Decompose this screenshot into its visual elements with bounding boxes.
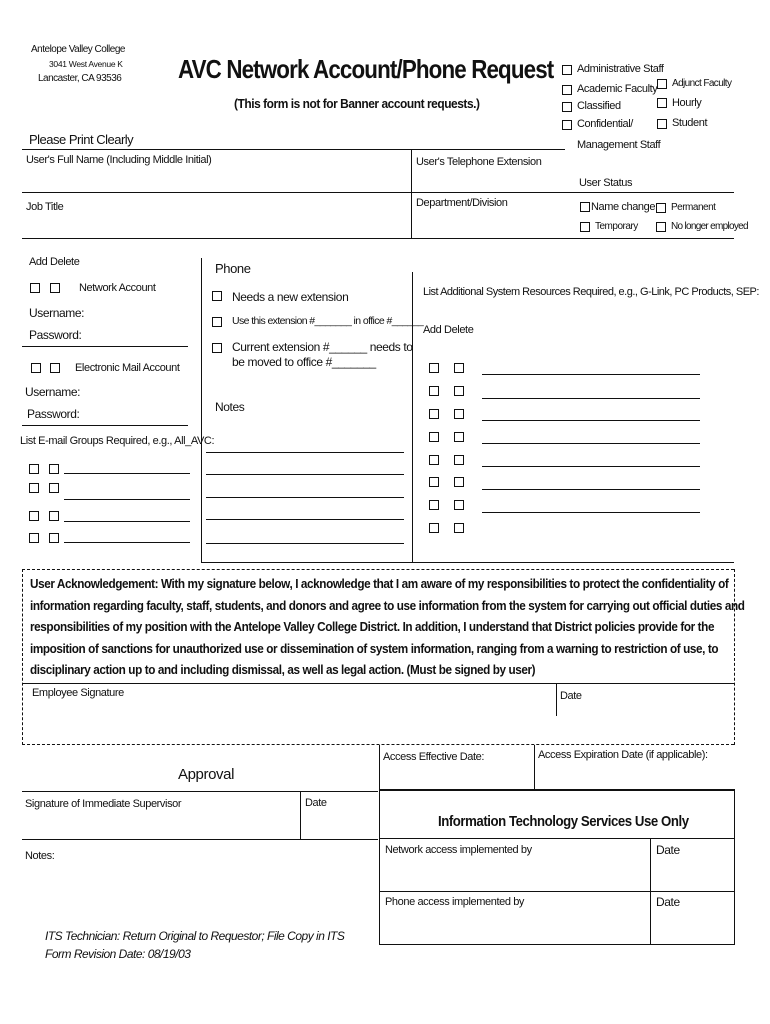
college-address-city: Lancaster, CA 93536 xyxy=(38,73,122,84)
temporary-label: Temporary xyxy=(595,221,638,232)
email-group-3-delete-checkbox[interactable] xyxy=(49,511,59,521)
resource-8-delete-checkbox[interactable] xyxy=(454,523,464,533)
its-left-border xyxy=(379,745,380,945)
user-status-label: User Status xyxy=(579,177,633,189)
email-group-4-add-checkbox[interactable] xyxy=(29,533,39,543)
supervisor-date-label: Date xyxy=(305,797,327,809)
email-group-2-field[interactable] xyxy=(64,499,190,500)
adjunct-faculty-label: Adjunct Faculty xyxy=(672,78,732,89)
use-this-extension-label: Use this extension #_______ in office #______ xyxy=(232,315,424,327)
resource-6-add-checkbox[interactable] xyxy=(429,477,439,487)
phone-notes-line-1[interactable] xyxy=(206,452,404,453)
resource-1-delete-checkbox[interactable] xyxy=(454,363,464,373)
its-right-border xyxy=(734,789,735,945)
student-checkbox[interactable] xyxy=(657,119,667,129)
student-label: Student xyxy=(672,117,708,129)
phone-implemented-label: Phone access implemented by xyxy=(385,896,525,908)
phone-notes-line-2[interactable] xyxy=(206,474,404,475)
ack-box-left xyxy=(22,569,23,745)
ack-line-2: information regarding faculty, staff, students, and donors and agree to use information from the system for carrying out official duties and xyxy=(30,597,745,613)
ack-line-3: responsibilities of my position with the Antelope Valley College District. In addition, I understand that District policies provide for the xyxy=(30,619,715,635)
email-account-label: Electronic Mail Account xyxy=(75,362,180,374)
footer-return-instructions: ITS Technician: Return Original to Requestor; File Copy in ITS xyxy=(45,929,345,943)
academic-faculty-label: Academic Faculty xyxy=(577,83,658,95)
management-staff-label: Management Staff xyxy=(577,139,661,151)
email-account-add-checkbox[interactable] xyxy=(31,363,41,373)
permanent-label: Permanent xyxy=(671,202,716,213)
its-bottom-line xyxy=(379,944,735,945)
administrative-staff-checkbox[interactable] xyxy=(562,65,572,75)
its-top-line xyxy=(379,789,735,791)
network-password-label: Password: xyxy=(29,328,82,342)
network-username-label: Username: xyxy=(29,306,85,320)
user-info-mid-line xyxy=(22,192,734,193)
college-name: Antelope Valley College xyxy=(31,44,125,55)
approval-top-line xyxy=(22,791,378,792)
ack-box-top xyxy=(22,569,734,570)
classified-label: Classified xyxy=(577,100,621,112)
network-add-delete-header: Add Delete xyxy=(29,256,80,268)
resource-4-field[interactable] xyxy=(482,443,700,444)
ack-line-4: imposition of sanctions for unauthorized use or dissemination of system information, ranging from a warning to restriction of use, to xyxy=(30,640,719,656)
email-group-2-add-checkbox[interactable] xyxy=(29,483,39,493)
footer-revision-date: Form Revision Date: 08/19/03 xyxy=(45,947,191,961)
approval-notes-label: Notes: xyxy=(25,850,55,862)
email-group-3-add-checkbox[interactable] xyxy=(29,511,39,521)
needs-new-extension-checkbox[interactable] xyxy=(212,291,222,301)
current-extension-checkbox[interactable] xyxy=(212,343,222,353)
resource-7-delete-checkbox[interactable] xyxy=(454,500,464,510)
phone-notes-line-4[interactable] xyxy=(206,519,404,520)
network-phone-divider xyxy=(201,258,202,563)
resource-2-field[interactable] xyxy=(482,398,700,399)
resource-3-field[interactable] xyxy=(482,420,700,421)
needs-new-extension-label: Needs a new extension xyxy=(232,290,349,304)
signature-date-divider xyxy=(556,683,557,716)
resource-2-add-checkbox[interactable] xyxy=(429,386,439,396)
user-info-bottom-line xyxy=(22,238,734,239)
resource-6-delete-checkbox[interactable] xyxy=(454,477,464,487)
college-address-street: 3041 West Avenue K xyxy=(49,59,123,69)
ack-line-1: User Acknowledgement: With my signature below, I acknowledge that I am aware of my responsibilities to protect the confidentiality of xyxy=(30,576,729,591)
classified-checkbox[interactable] xyxy=(562,102,572,112)
email-password-field[interactable] xyxy=(22,425,188,426)
resource-7-add-checkbox[interactable] xyxy=(429,500,439,510)
network-account-label: Network Account xyxy=(79,282,156,294)
approval-title: Approval xyxy=(178,766,235,783)
phone-notes-line-3[interactable] xyxy=(206,497,404,498)
email-username-label: Username: xyxy=(25,385,81,399)
print-clearly-note: Please Print Clearly xyxy=(29,132,134,147)
user-acknowledgement xyxy=(30,573,745,681)
resources-label: List Additional System Resources Required, e.g., G-Link, PC Products, SEP: xyxy=(423,286,759,298)
access-expiration-label: Access Expiration Date (if applicable): xyxy=(538,749,708,761)
its-title-bottom-line xyxy=(379,838,735,839)
job-title-label: Job Title xyxy=(26,201,64,213)
email-groups-label: List E-mail Groups Required, e.g., All_AVC: xyxy=(20,435,215,447)
email-account-delete-checkbox[interactable] xyxy=(50,363,60,373)
confidential-label: Confidential/ xyxy=(577,118,633,130)
email-group-1-delete-checkbox[interactable] xyxy=(49,464,59,474)
resource-4-delete-checkbox[interactable] xyxy=(454,432,464,442)
no-longer-employed-label: No longer employed xyxy=(671,221,748,232)
phone-implemented-date-label: Date xyxy=(656,895,680,909)
form-subtitle: (This form is not for Banner account requests.) xyxy=(234,96,480,111)
ack-line-5: disciplinary action up to and including dismissal, as well as legal action. (Must be signed by user) xyxy=(30,662,536,678)
access-effective-label: Access Effective Date: xyxy=(383,751,485,763)
network-implemented-label: Network access implemented by xyxy=(385,844,532,856)
employee-signature-label: Employee Signature xyxy=(32,687,124,699)
department-label: Department/Division xyxy=(416,197,508,209)
resource-7-field[interactable] xyxy=(482,512,700,513)
email-group-4-delete-checkbox[interactable] xyxy=(49,533,59,543)
resource-8-add-checkbox[interactable] xyxy=(429,523,439,533)
network-password-field[interactable] xyxy=(22,346,188,347)
email-group-1-field[interactable] xyxy=(64,473,190,474)
email-group-3-field[interactable] xyxy=(64,521,190,522)
ack-box-bottom xyxy=(22,744,734,745)
network-account-add-checkbox[interactable] xyxy=(30,283,40,293)
phone-notes-label: Notes xyxy=(215,400,245,414)
hourly-checkbox[interactable] xyxy=(657,98,667,108)
its-mid-line xyxy=(379,891,735,892)
resource-5-field[interactable] xyxy=(482,466,700,467)
email-group-2-delete-checkbox[interactable] xyxy=(49,483,59,493)
phone-section-title: Phone xyxy=(215,261,251,276)
resource-5-add-checkbox[interactable] xyxy=(429,455,439,465)
resources-add-delete-header: Add Delete xyxy=(423,324,474,336)
academic-faculty-checkbox[interactable] xyxy=(562,85,572,95)
adjunct-faculty-checkbox[interactable] xyxy=(657,79,667,89)
resource-4-add-checkbox[interactable] xyxy=(429,432,439,442)
its-title: Information Technology Services Use Only xyxy=(438,813,689,830)
current-extension-label-2: be moved to office #_______ xyxy=(232,355,376,369)
middle-bottom-line xyxy=(201,562,734,563)
confidential-checkbox[interactable] xyxy=(562,120,572,130)
signature-top-line xyxy=(22,683,734,684)
supervisor-signature-label: Signature of Immediate Supervisor xyxy=(25,798,182,810)
access-dates-divider xyxy=(534,745,535,790)
full-name-label: User's Full Name (Including Middle Initial) xyxy=(26,154,212,166)
email-group-1-add-checkbox[interactable] xyxy=(29,464,39,474)
resource-5-delete-checkbox[interactable] xyxy=(454,455,464,465)
administrative-staff-label: Administrative Staff xyxy=(577,63,664,75)
email-group-4-field[interactable] xyxy=(64,542,190,543)
resource-3-add-checkbox[interactable] xyxy=(429,409,439,419)
supervisor-date-divider xyxy=(300,791,301,839)
temporary-checkbox[interactable] xyxy=(580,222,590,232)
network-account-delete-checkbox[interactable] xyxy=(50,283,60,293)
network-implemented-date-label: Date xyxy=(656,843,680,857)
current-extension-label-1: Current extension #______ needs to xyxy=(232,340,413,354)
telephone-extension-label: User's Telephone Extension xyxy=(416,156,542,168)
no-longer-employed-checkbox[interactable] xyxy=(656,222,666,232)
resource-1-add-checkbox[interactable] xyxy=(429,363,439,373)
use-this-extension-checkbox[interactable] xyxy=(212,317,222,327)
employee-date-label: Date xyxy=(560,690,582,702)
resource-2-delete-checkbox[interactable] xyxy=(454,386,464,396)
resource-1-field[interactable] xyxy=(482,374,700,375)
resource-3-delete-checkbox[interactable] xyxy=(454,409,464,419)
name-change-checkbox[interactable] xyxy=(580,202,590,212)
resource-6-field[interactable] xyxy=(482,489,700,490)
user-info-top-line xyxy=(22,149,565,150)
hourly-label: Hourly xyxy=(672,97,702,109)
permanent-checkbox[interactable] xyxy=(656,203,666,213)
name-change-label: Name change xyxy=(591,201,656,213)
form-title: AVC Network Account/Phone Request xyxy=(178,54,554,84)
email-password-label: Password: xyxy=(27,407,80,421)
phone-notes-line-5[interactable] xyxy=(206,543,404,544)
approval-bottom-line xyxy=(22,839,378,840)
user-info-divider xyxy=(411,149,412,239)
